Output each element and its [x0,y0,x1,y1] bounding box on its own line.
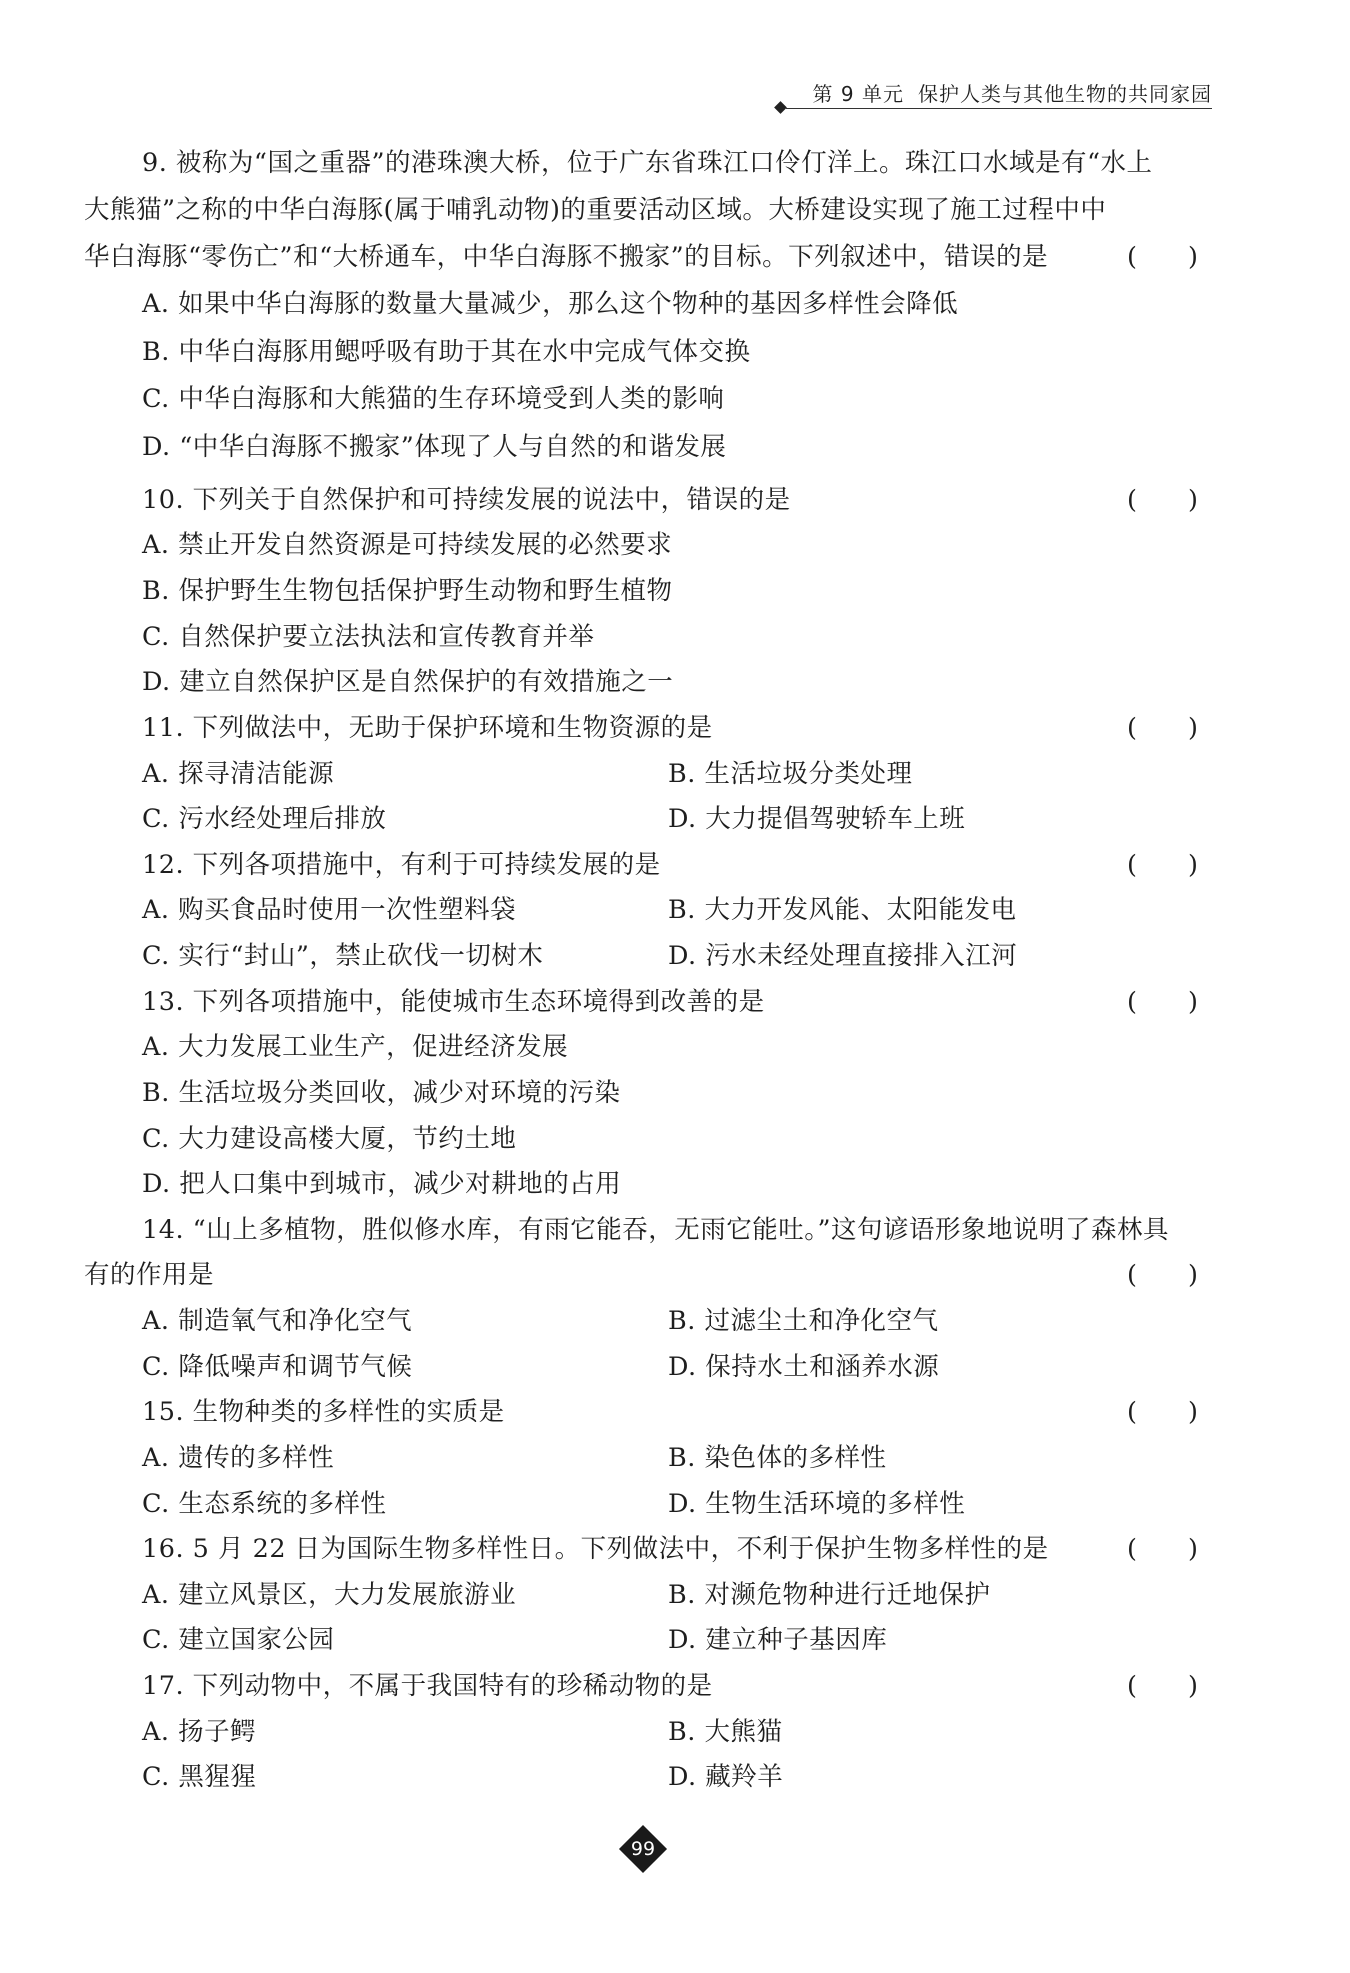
q15-option-d: D. 生物生活环境的多样性 [668,1489,966,1519]
q16-stem: 16. 5 月 22 日为国际生物多样性日。下列做法中，不利于保护生物多样性的是 [142,1534,1049,1564]
q17-option-a: A. 扬子鳄 [142,1717,257,1747]
q9-option-d: D. “中华白海豚不搬家”体现了人与自然的和谐发展 [142,432,727,462]
q17-option-c: C. 黑猩猩 [142,1762,257,1792]
q11-option-c: C. 污水经处理后排放 [142,804,387,834]
q10-option-b: B. 保护野生生物包括保护野生动物和野生植物 [142,576,673,606]
q14-option-b: B. 过滤尘土和净化空气 [668,1306,939,1336]
q9-answer-blank: ( ) [1127,242,1198,272]
q12-option-d: D. 污水未经处理直接排入江河 [668,941,1018,971]
q13-stem: 13. 下列各项措施中，能使城市生态环境得到改善的是 [142,987,765,1017]
q11-option-d: D. 大力提倡驾驶轿车上班 [668,804,966,834]
q11-option-b: B. 生活垃圾分类处理 [668,759,913,789]
header-unit: 第 9 单元 [812,82,904,106]
q9-option-b: B. 中华白海豚用鳃呼吸有助于其在水中完成气体交换 [142,337,751,367]
q13-option-b: B. 生活垃圾分类回收，减少对环境的污染 [142,1078,621,1108]
header-diamond-icon [774,101,787,114]
q17-stem: 17. 下列动物中，不属于我国特有的珍稀动物的是 [142,1671,713,1701]
q9-option-a: A. 如果中华白海豚的数量大量减少，那么这个物种的基因多样性会降低 [142,289,959,319]
q17-answer-blank: ( ) [1127,1671,1198,1701]
page-number [620,1826,666,1872]
q10-option-d: D. 建立自然保护区是自然保护的有效措施之一 [142,667,674,697]
running-header [776,76,1212,114]
q10-option-a: A. 禁止开发自然资源是可持续发展的必然要求 [142,530,673,560]
q13-option-d: D. 把人口集中到城市，减少对耕地的占用 [142,1169,622,1199]
q15-option-c: C. 生态系统的多样性 [142,1489,387,1519]
q17-option-b: B. 大熊猫 [668,1717,783,1747]
q13-option-a: A. 大力发展工业生产，促进经济发展 [142,1032,569,1062]
header-title: 保护人类与其他生物的共同家园 [918,82,1212,106]
q9-option-c: C. 中华白海豚和大熊猫的生存环境受到人类的影响 [142,384,725,414]
q12-option-a: A. 购买食品时使用一次性塑料袋 [142,895,517,925]
q15-stem: 15. 生物种类的多样性的实质是 [142,1397,505,1427]
q15-option-b: B. 染色体的多样性 [668,1443,887,1473]
q11-stem: 11. 下列做法中，无助于保护环境和生物资源的是 [142,713,713,743]
q11-answer-blank: ( ) [1127,713,1198,743]
q12-stem: 12. 下列各项措施中，有利于可持续发展的是 [142,850,661,880]
q12-option-b: B. 大力开发风能、太阳能发电 [668,895,1017,925]
q14-line2: 有的作用是 [84,1260,215,1290]
q10-option-c: C. 自然保护要立法执法和宣传教育并举 [142,622,595,652]
q14-option-c: C. 降低噪声和调节气候 [142,1352,413,1382]
q13-option-c: C. 大力建设高楼大厦，节约土地 [142,1124,517,1154]
q14-line1: 14. “山上多植物，胜似修水库，有雨它能吞，无雨它能吐。”这句谚语形象地说明了森林具 [142,1215,1169,1245]
q14-option-a: A. 制造氧气和净化空气 [142,1306,413,1336]
q14-answer-blank: ( ) [1127,1260,1198,1290]
q16-option-a: A. 建立风景区，大力发展旅游业 [142,1580,517,1610]
q15-option-a: A. 遗传的多样性 [142,1443,335,1473]
header-text [813,78,1212,107]
q9-line2: 大熊猫”之称的中华白海豚(属于哺乳动物)的重要活动区域。大桥建设实现了施工过程中中 [84,195,1107,225]
q16-option-b: B. 对濒危物种进行迁地保护 [668,1580,991,1610]
q16-option-c: C. 建立国家公园 [142,1625,335,1655]
q17-option-d: D. 藏羚羊 [668,1762,784,1792]
q9-line3: 华白海豚“零伤亡”和“大桥通车，中华白海豚不搬家”的目标。下列叙述中，错误的是 [84,242,1049,272]
q15-answer-blank: ( ) [1127,1397,1198,1427]
q13-answer-blank: ( ) [1127,987,1198,1017]
page-number-text: 99 [630,1838,656,1860]
q16-answer-blank: ( ) [1127,1534,1198,1564]
q10-stem: 10. 下列关于自然保护和可持续发展的说法中，错误的是 [142,485,791,515]
q12-answer-blank: ( ) [1127,850,1198,880]
q11-option-a: A. 探寻清洁能源 [142,759,335,789]
header-rule [786,108,1212,109]
q16-option-d: D. 建立种子基因库 [668,1625,888,1655]
q9-line1: 9. 被称为“国之重器”的港珠澳大桥，位于广东省珠江口伶仃洋上。珠江口水域是有“水上 [142,148,1153,178]
q12-option-c: C. 实行“封山”，禁止砍伐一切树木 [142,941,544,971]
q10-answer-blank: ( ) [1127,485,1198,515]
q14-option-d: D. 保持水土和涵养水源 [668,1352,940,1382]
